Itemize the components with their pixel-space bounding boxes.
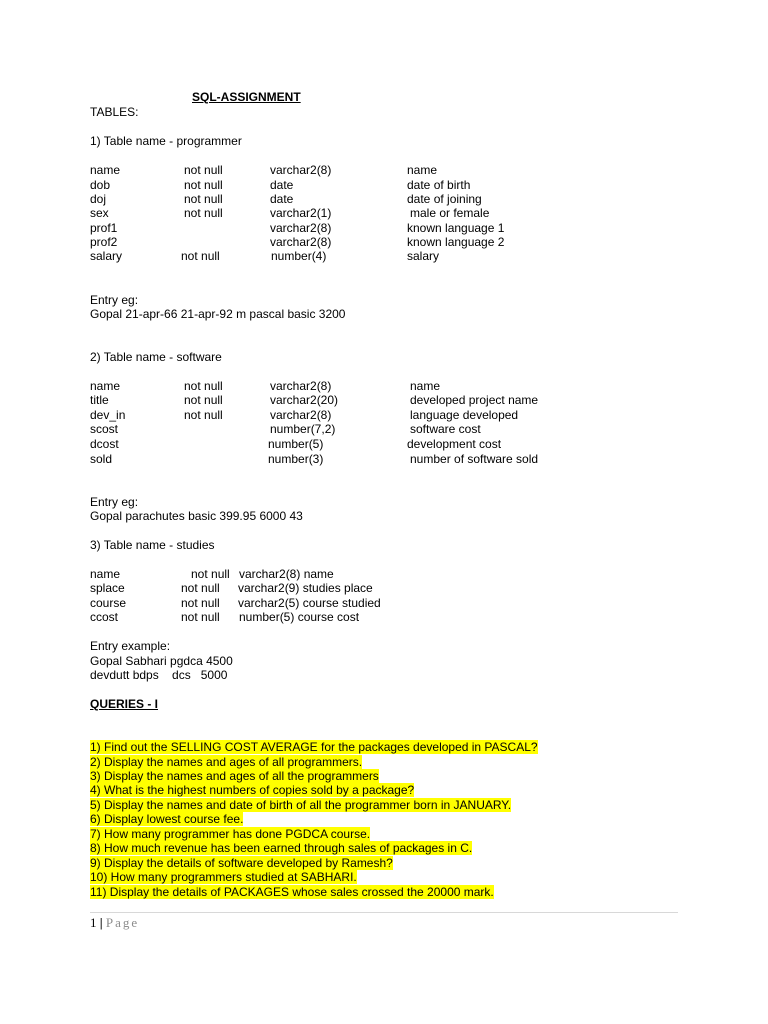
field-type: number(5) course cost xyxy=(239,610,360,624)
footer-separator: | xyxy=(99,915,103,930)
field-type: varchar2(8) xyxy=(270,408,332,422)
field-name: salary xyxy=(90,249,123,263)
field-description: software cost xyxy=(410,422,481,436)
field-name: name xyxy=(90,163,121,177)
query-item: 10) How many programmers studied at SABHARI. xyxy=(90,870,357,884)
page-number: 1 xyxy=(90,915,97,930)
field-description: salary xyxy=(407,249,440,263)
query-item: 7) How many programmer has done PGDCA course. xyxy=(90,827,371,841)
field-name: scost xyxy=(90,422,119,436)
programmer-entry-label: Entry eg: xyxy=(90,293,139,307)
field-constraint: not null xyxy=(184,206,223,220)
field-type: number(3) xyxy=(268,452,324,466)
document-title: SQL-ASSIGNMENT xyxy=(192,90,301,104)
studies-entry-line: Gopal Sabhari pgdca 4500 xyxy=(90,654,233,668)
field-type: varchar2(20) xyxy=(270,393,339,407)
query-item: 9) Display the details of software developed by Ramesh? xyxy=(90,856,393,870)
field-name: dob xyxy=(90,178,111,192)
page-footer xyxy=(90,916,139,930)
field-type: varchar2(8) name xyxy=(239,567,334,581)
field-name: sex xyxy=(90,206,109,220)
studies-table-heading: 3) Table name - studies xyxy=(90,538,215,552)
field-constraint: not null xyxy=(181,249,220,263)
studies-entry-line: devdutt bdps dcs 5000 xyxy=(90,668,228,682)
field-type: number(4) xyxy=(271,249,327,263)
field-name: splace xyxy=(90,581,125,595)
queries-heading: QUERIES - I xyxy=(90,697,159,711)
field-type: number(7,2) xyxy=(270,422,336,436)
field-description: number of software sold xyxy=(410,452,539,466)
field-type: varchar2(8) xyxy=(270,379,332,393)
studies-entry-label: Entry example: xyxy=(90,639,171,653)
field-name: title xyxy=(90,393,109,407)
field-constraint: not null xyxy=(184,379,223,393)
programmer-entry-value: Gopal 21-apr-66 21-apr-92 m pascal basic 3200 xyxy=(90,307,346,321)
field-name: course xyxy=(90,596,127,610)
field-description: date of birth xyxy=(407,178,471,192)
field-constraint: not null xyxy=(184,178,223,192)
field-description: developed project name xyxy=(410,393,539,407)
software-entry-label: Entry eg: xyxy=(90,495,139,509)
field-description: name xyxy=(407,163,438,177)
field-type: varchar2(1) xyxy=(270,206,332,220)
programmer-table-heading: 1) Table name - programmer xyxy=(90,134,242,148)
field-constraint: not null xyxy=(184,163,223,177)
software-table-heading: 2) Table name - software xyxy=(90,350,222,364)
field-type: varchar2(8) xyxy=(270,163,332,177)
field-name: name xyxy=(90,379,121,393)
field-description: male or female xyxy=(410,206,490,220)
field-name: prof2 xyxy=(90,235,118,249)
page-label: Page xyxy=(105,915,140,930)
query-item: 4) What is the highest numbers of copies sold by a package? xyxy=(90,783,415,797)
query-item: 6) Display lowest course fee. xyxy=(90,812,244,826)
field-name: dcost xyxy=(90,437,119,451)
field-constraint: not null xyxy=(184,192,223,206)
field-name: sold xyxy=(90,452,113,466)
field-type: varchar2(8) xyxy=(270,235,332,249)
field-constraint: not null xyxy=(181,581,220,595)
field-constraint: not null xyxy=(181,596,220,610)
field-name: doj xyxy=(90,192,107,206)
field-type: varchar2(8) xyxy=(270,221,332,235)
query-item: 3) Display the names and ages of all the programmers xyxy=(90,769,379,783)
query-item: 11) Display the details of PACKAGES whose sales crossed the 20000 mark. xyxy=(90,885,494,899)
field-type: varchar2(5) course studied xyxy=(238,596,381,610)
query-item: 2) Display the names and ages of all programmers. xyxy=(90,755,363,769)
field-description: known language 1 xyxy=(407,221,505,235)
field-constraint: not null xyxy=(184,393,223,407)
footer-rule xyxy=(90,912,678,913)
field-type: date xyxy=(270,192,294,206)
tables-label: TABLES: xyxy=(90,105,139,119)
field-description: known language 2 xyxy=(407,235,505,249)
field-type: number(5) xyxy=(268,437,324,451)
field-name: ccost xyxy=(90,610,119,624)
query-item: 1) Find out the SELLING COST AVERAGE for the packages developed in PASCAL? xyxy=(90,740,538,754)
field-type: varchar2(9) studies place xyxy=(238,581,373,595)
field-name: name xyxy=(90,567,121,581)
field-description: language developed xyxy=(410,408,519,422)
field-name: dev_in xyxy=(90,408,126,422)
query-item: 8) How much revenue has been earned through sales of packages in C. xyxy=(90,841,473,855)
field-constraint: not null xyxy=(184,408,223,422)
field-description: name xyxy=(410,379,441,393)
field-type: date xyxy=(270,178,294,192)
query-item: 5) Display the names and date of birth of all the programmer born in JANUARY. xyxy=(90,798,512,812)
field-constraint: not null xyxy=(181,610,220,624)
field-constraint: not null xyxy=(191,567,230,581)
field-description: development cost xyxy=(407,437,502,451)
field-name: prof1 xyxy=(90,221,118,235)
software-entry-value: Gopal parachutes basic 399.95 6000 43 xyxy=(90,509,303,523)
field-description: date of joining xyxy=(407,192,482,206)
